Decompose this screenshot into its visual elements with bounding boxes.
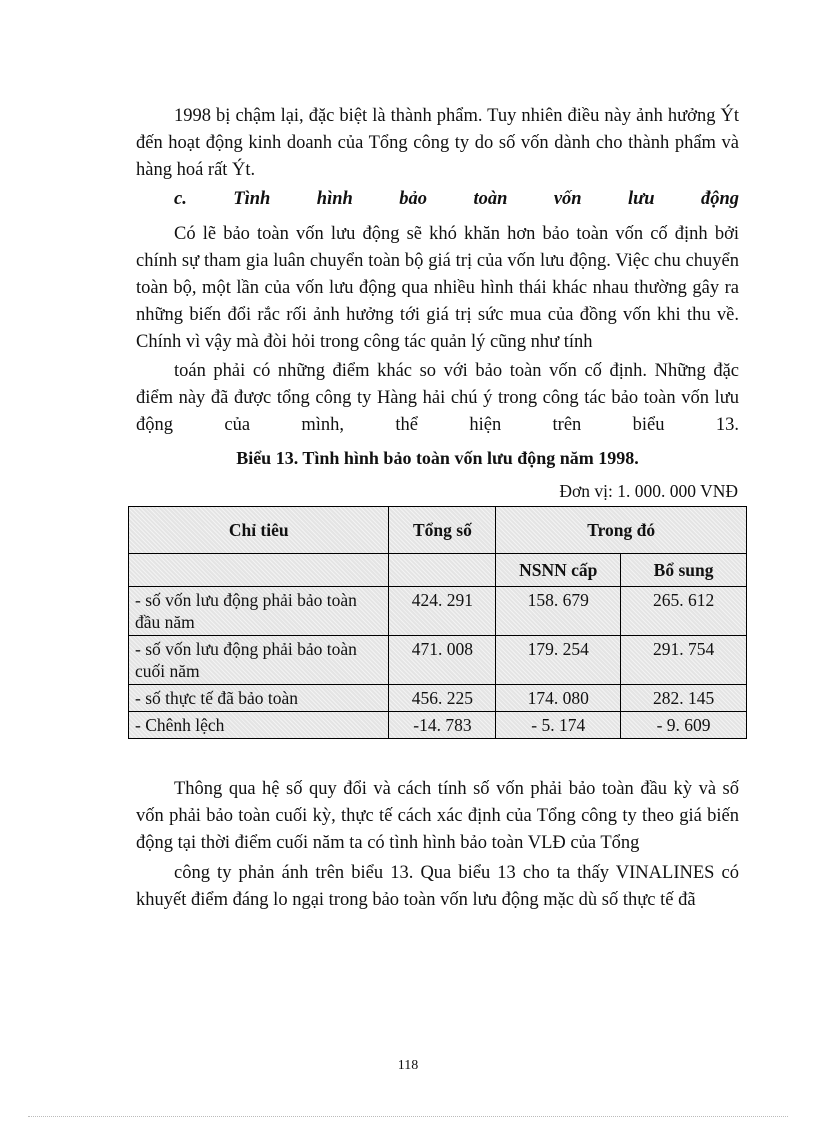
header-indicator: Chỉ tiêu bbox=[129, 507, 389, 554]
page-bottom-divider bbox=[28, 1116, 788, 1117]
paragraph-2: Có lẽ bảo toàn vốn lưu động sẽ khó khăn hơn bảo toàn vốn cố định bởi chính sự tham gia luân chuyển toàn bộ giá trị của vốn lưu động. Việc chu chuyển toàn bộ, một lần của vốn lưu động qua nhiều hình thái khác nhau thường gây ra những biến đổi rắc rối ảnh hưởng tới giá trị sức mua của đồng vốn khi thu về. Chính vì vậy mà đòi hỏi trong công tác quản lý cũng như tính bbox=[136, 224, 739, 352]
subheader-empty bbox=[129, 554, 389, 587]
header-total: Tổng số bbox=[389, 507, 496, 554]
table-header-row bbox=[129, 507, 747, 554]
section-heading: c. Tình hình bảo toàn vốn lưu động bbox=[174, 189, 740, 209]
subheader-empty-total bbox=[389, 554, 496, 587]
paragraph-4: Thông qua hệ số quy đổi và cách tính số vốn phải bảo toàn đầu kỳ và số vốn phải bảo toàn cuối kỳ, thực tế cách xác định của Tổng công ty theo giá biến động tại thời điểm cuối năm ta có tình hình bảo toàn VLĐ của Tổng bbox=[136, 779, 739, 853]
table-title: Biểu 13. Tình hình bảo toàn vốn lưu động năm 1998. bbox=[236, 448, 639, 468]
page-number: 118 bbox=[397, 1058, 419, 1073]
paragraph-3: toán phải có những điểm khác so với bảo toàn vốn cố định. Những đặc điểm này đã được tổng công ty Hàng hải chú ý trong công tác bảo toàn vốn lưu động của mình, thể hiện trên biểu 13. bbox=[136, 361, 739, 435]
table-row: - số thực tế đã bảo toàn 456. 225 174. 080 282. 145 bbox=[129, 685, 747, 712]
header-state: NSNN cấp bbox=[496, 554, 621, 587]
capital-preservation-table bbox=[128, 506, 747, 739]
table-row: - số vốn lưu động phải bảo toàn cuối năm 471. 008 179. 254 291. 754 bbox=[129, 636, 747, 685]
table-subheader-row bbox=[129, 554, 747, 587]
table-row: - số vốn lưu động phải bảo toàn đầu năm 424. 291 158. 679 265. 612 bbox=[129, 587, 747, 636]
table-row-difference: - Chênh lệch -14. 783 - 5. 174 - 9. 609 bbox=[129, 712, 747, 739]
header-extra: Bổ sung bbox=[621, 554, 747, 587]
paragraph-1: 1998 bị chậm lại, đặc biệt là thành phẩm. Tuy nhiên điều này ảnh hưởng Ýt đến hoạt động kinh doanh của Tổng công ty do số vốn dành cho thành phẩm và hàng hoá rất Ýt. bbox=[136, 106, 739, 180]
header-group: Trong đó bbox=[496, 507, 747, 554]
paragraph-5: công ty phản ánh trên biểu 13. Qua biểu 13 cho ta thấy VINALINES có khuyết điểm đáng lo ngại trong bảo toàn vốn lưu động mặc dù số thực tế đã bbox=[136, 863, 739, 910]
unit-label: Đơn vị: 1. 000. 000 VNĐ bbox=[559, 481, 738, 501]
